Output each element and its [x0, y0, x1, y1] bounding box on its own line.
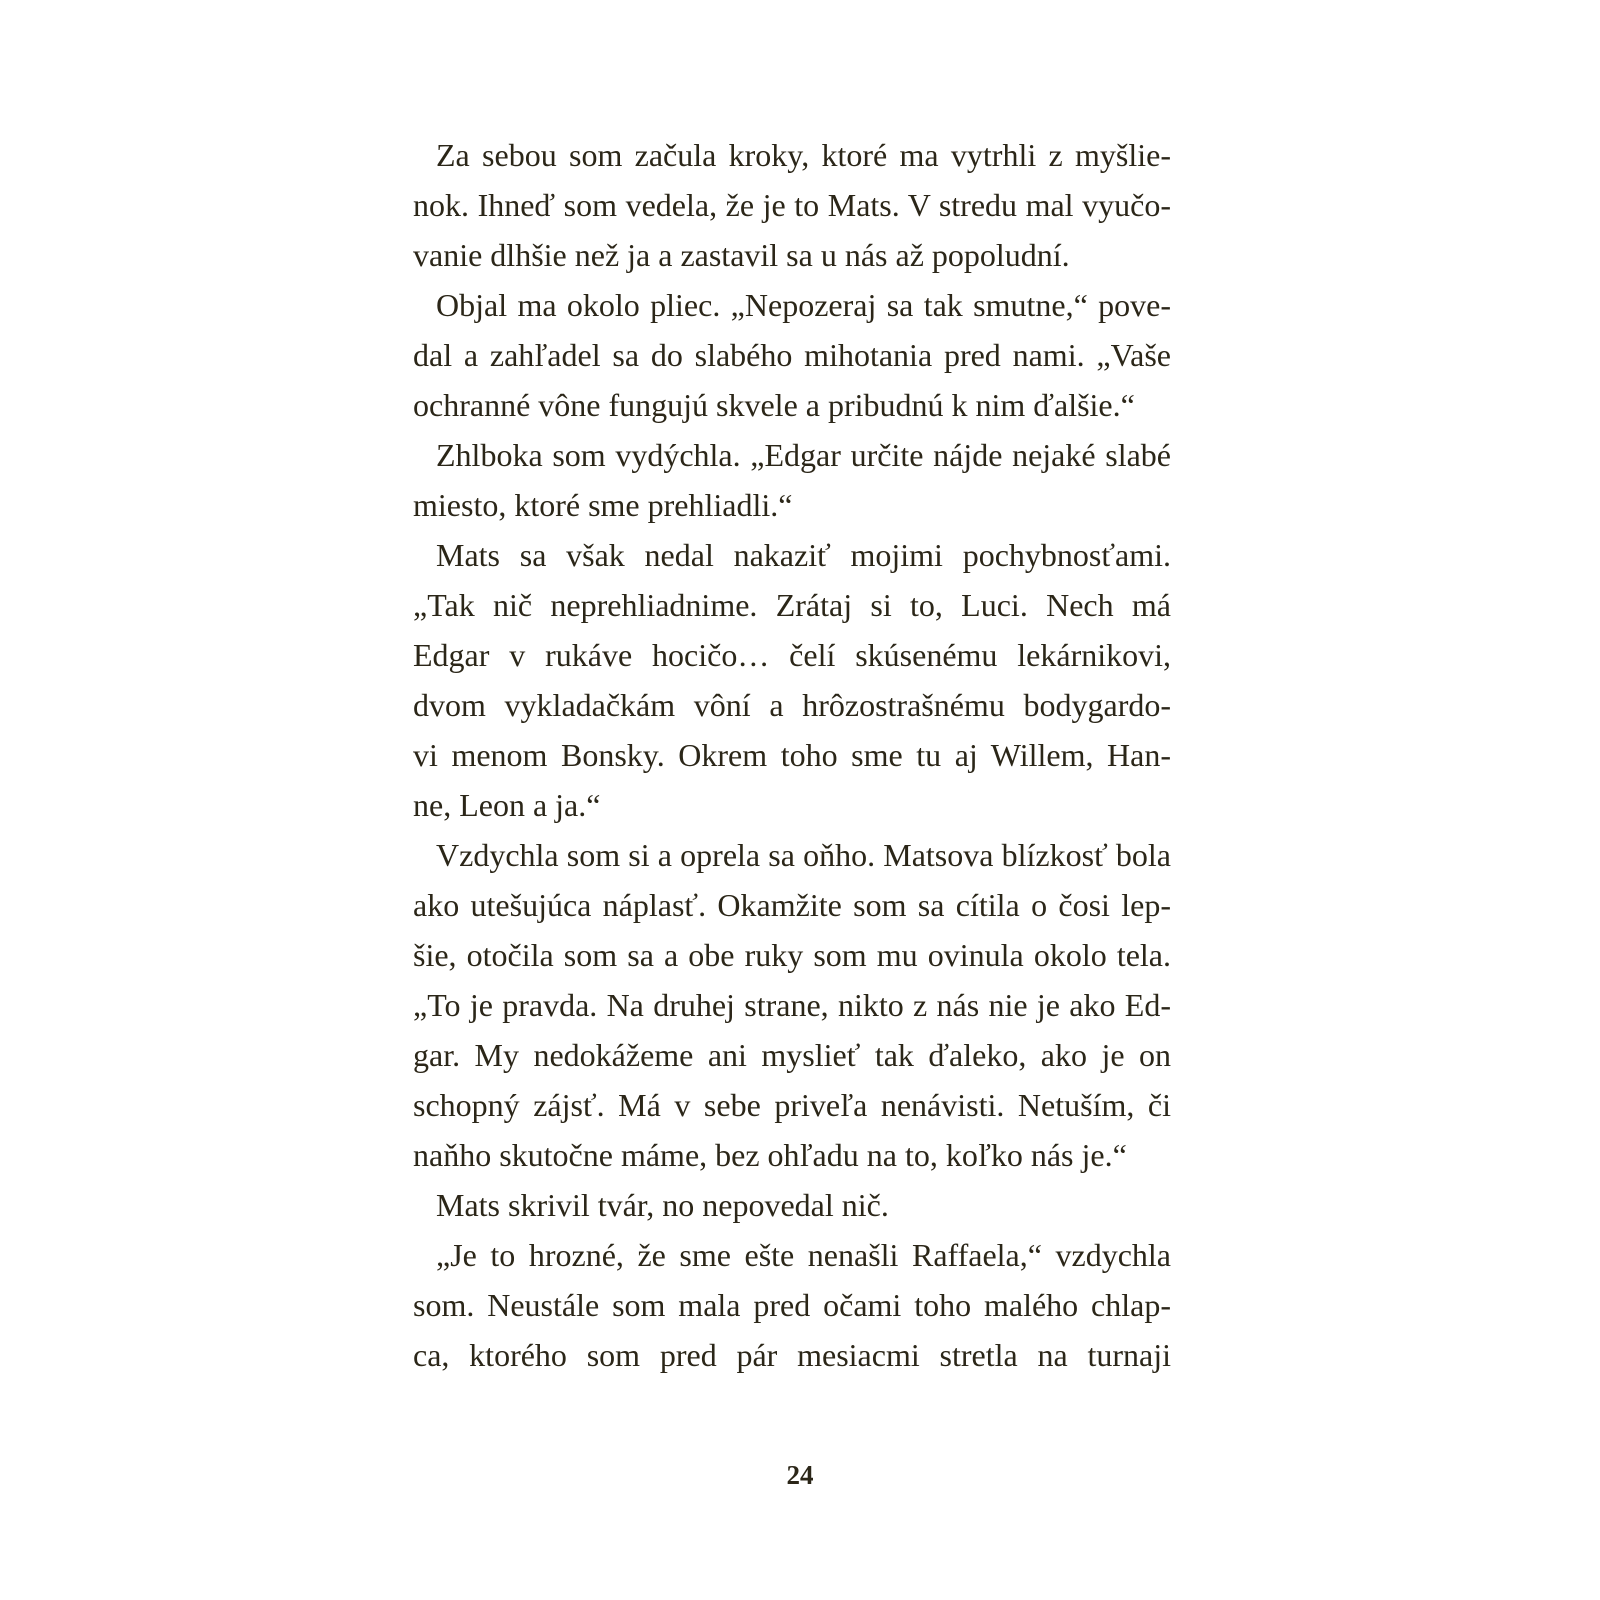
- text-line: Edgar v rukáve hocičo… čelí skúsenému lekárnikovi,: [413, 637, 1171, 673]
- text-line: vi menom Bonsky. Okrem toho sme tu aj Willem, Han-: [413, 737, 1171, 773]
- text-line: miesto, ktoré sme prehliadli.“: [413, 487, 793, 523]
- text-line: šie, otočila som sa a obe ruky som mu ovinula okolo tela.: [413, 937, 1171, 973]
- text-line: dal a zahľadel sa do slabého mihotania pred nami. „Vaše: [413, 337, 1171, 373]
- text-line: ne, Leon a ja.“: [413, 787, 601, 823]
- text-line: nok. Ihneď som vedela, že je to Mats. V stredu mal vyučo-: [413, 187, 1171, 223]
- text-line: ca, ktorého som pred pár mesiacmi stretla na turnaji: [413, 1337, 1171, 1373]
- text-line: schopný zájsť. Má v sebe priveľa nenávisti. Netuším, či: [413, 1087, 1171, 1123]
- text-line: „Je to hrozné, že sme ešte nenašli Raffaela,“ vzdychla: [436, 1237, 1171, 1273]
- text-line: Mats sa však nedal nakaziť mojimi pochybnosťami.: [436, 537, 1171, 573]
- page-number: 24: [786, 1460, 814, 1490]
- text-line: Vzdychla som si a oprela sa oňho. Matsova blízkosť bola: [436, 837, 1171, 873]
- body-text: [413, 130, 1171, 1380]
- text-line: ochranné vône fungujú skvele a pribudnú k nim ďalšie.“: [413, 387, 1135, 423]
- text-line: ako utešujúca náplasť. Okamžite som sa cítila o čosi lep-: [413, 887, 1171, 923]
- text-line: Za sebou som začula kroky, ktoré ma vytrhli z myšlie-: [436, 137, 1171, 173]
- text-line: som. Neustále som mala pred očami toho malého chlap-: [413, 1287, 1171, 1323]
- text-line: „Tak nič neprehliadnime. Zrátaj si to, Luci. Nech má: [413, 587, 1171, 623]
- text-line: Mats skrivil tvár, no nepovedal nič.: [436, 1187, 889, 1223]
- text-line: „To je pravda. Na druhej strane, nikto z nás nie je ako Ed-: [413, 987, 1171, 1023]
- text-line: Objal ma okolo pliec. „Nepozeraj sa tak smutne,“ pove-: [436, 287, 1171, 323]
- text-line: naňho skutočne máme, bez ohľadu na to, koľko nás je.“: [413, 1137, 1127, 1173]
- text-line: Zhlboka som vydýchla. „Edgar určite nájde nejaké slabé: [436, 437, 1171, 473]
- text-line: gar. My nedokážeme ani myslieť tak ďaleko, ako je on: [413, 1037, 1171, 1073]
- text-line: dvom vykladačkám vôní a hrôzostrašnému bodygardo-: [413, 687, 1171, 723]
- text-line: vanie dlhšie než ja a zastavil sa u nás až popoludní.: [413, 237, 1070, 273]
